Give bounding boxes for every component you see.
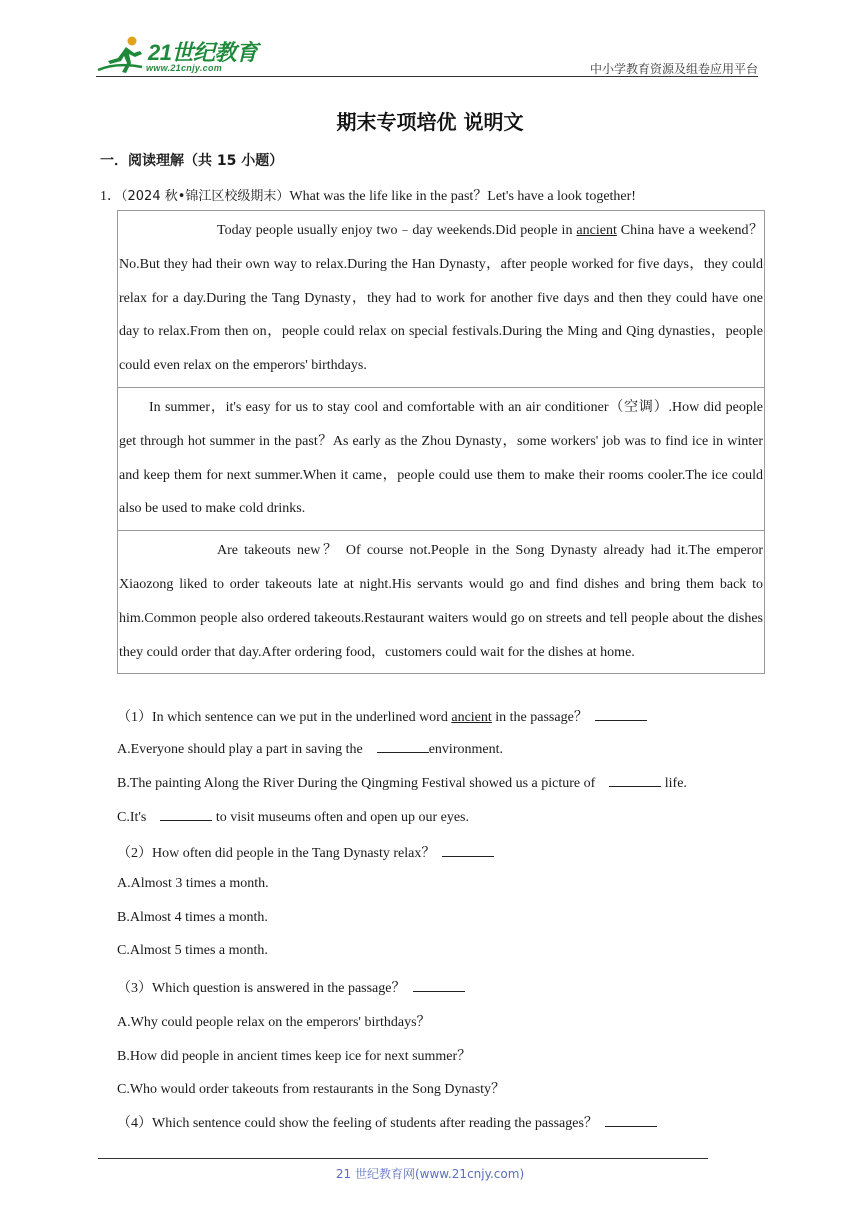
passage-1 [118, 211, 764, 388]
sub-question-3-text: （3）Which question is answered in the passage？ [117, 981, 406, 996]
underlined-word-ref: ancient [451, 710, 492, 725]
option-1b-text-a: B.The painting Along the River During the Qingming Festival showed us a picture of [117, 776, 596, 791]
option-2b: B.Almost 4 times a month. [117, 910, 268, 925]
fill-blank [609, 774, 661, 787]
passage-1-text-a: Today people usually enjoy two﹣day weekends.Did people in [217, 223, 577, 238]
page-title: 期末专项培优 说明文 [336, 110, 524, 134]
sub-question-1-text-b: in the passage？ [491, 710, 588, 725]
option-3c: C.Who would order takeouts from restaurants in the Song Dynasty？ [117, 1082, 506, 1097]
runner-icon [96, 34, 148, 76]
footer-link[interactable]: 21 世纪教育网(www.21cnjy.com) [335, 1167, 525, 1181]
answer-blank[interactable] [442, 844, 494, 857]
option-3b: B.How did people in ancient times keep ice for next summer？ [117, 1049, 472, 1064]
question-text: What was the life like in the past？Let's have a look together! [289, 189, 636, 204]
header-divider [96, 76, 758, 77]
option-2a: A.Almost 3 times a month. [117, 876, 269, 891]
logo-url: www.21cnjy.com [146, 63, 223, 73]
question-number: 1． [100, 189, 121, 204]
option-2c: C.Almost 5 times a month. [117, 943, 268, 958]
sub-question-4-text: （4）Which sentence could show the feeling of students after reading the passages？ [117, 1116, 598, 1131]
platform-name: 中小学教育资源及组卷应用平台 [589, 62, 758, 76]
section-heading: 一．阅读理解（共 15 小题） [100, 153, 284, 169]
logo-text: 21世纪教育 [148, 40, 258, 65]
passage-3: Are takeouts new？ Of course not.People in the Song Dynasty already had it.The emperor Xiaozong liked to order takeouts late at night.His servants would go and find dishes and bring them back to him.Common people also ordered takeouts.Restaurant waiters would go on streets and tell people about the dishes they could order that day.After ordering food，customers could wait for the dishes at home. [119, 543, 763, 660]
page-header [96, 30, 758, 78]
option-3a: A.Why could people relax on the emperors' birthdays？ [117, 1015, 431, 1030]
passage-table [117, 210, 765, 674]
site-logo [96, 34, 266, 76]
sub-question-4 [117, 1112, 657, 1132]
passage-2: In summer，it's easy for us to stay cool and comfortable with an air conditioner（空调）.How did people get through hot summer in the past？As early as the Zhou Dynasty，some workers' job was to find ice in winter and keep them for next summer.When it came，people could use them to make their rooms cooler.The ice could also be used to make cold drinks. [118, 388, 764, 531]
option-1c [117, 808, 469, 826]
option-1c-text-b: to visit museums often and open up our eyes. [215, 810, 470, 825]
answer-blank[interactable] [595, 708, 647, 721]
option-1b [117, 774, 687, 792]
fill-blank [160, 808, 212, 821]
option-1a-text-b: environment. [428, 742, 503, 757]
option-1b-text-b: life. [664, 776, 687, 791]
option-1a [117, 740, 503, 758]
option-1c-text-a: C.It's [117, 810, 147, 825]
answer-blank[interactable] [413, 979, 465, 992]
question-1-stem [100, 185, 636, 205]
sub-question-1 [117, 706, 647, 726]
sub-question-1-text-a: （1）In which sentence can we put in the underlined word [117, 710, 452, 725]
question-source: （2024 秋•锦江区校级期末） [121, 189, 290, 204]
sub-question-2-text: （2）How often did people in the Tang Dynasty relax？ [117, 846, 436, 861]
passage-1-text-b: China have a weekend？No.But they had their own way to relax.During the Han Dynasty，after people worked for five days，they could relax for a day.During the Tang Dynasty，they had to work for another five days and then they could have one day to relax.From then on，people could relax on special festivals.During the Ming and Qing dynasties，people could even relax on the emperors' birthdays. [119, 223, 763, 374]
footer-divider [98, 1158, 708, 1159]
fill-blank [377, 740, 429, 753]
option-1a-text-a: A.Everyone should play a part in saving the [117, 742, 363, 757]
sub-question-2 [117, 842, 494, 862]
answer-blank[interactable] [605, 1114, 657, 1127]
underlined-word: ancient [576, 223, 617, 238]
sub-question-3 [117, 977, 465, 997]
